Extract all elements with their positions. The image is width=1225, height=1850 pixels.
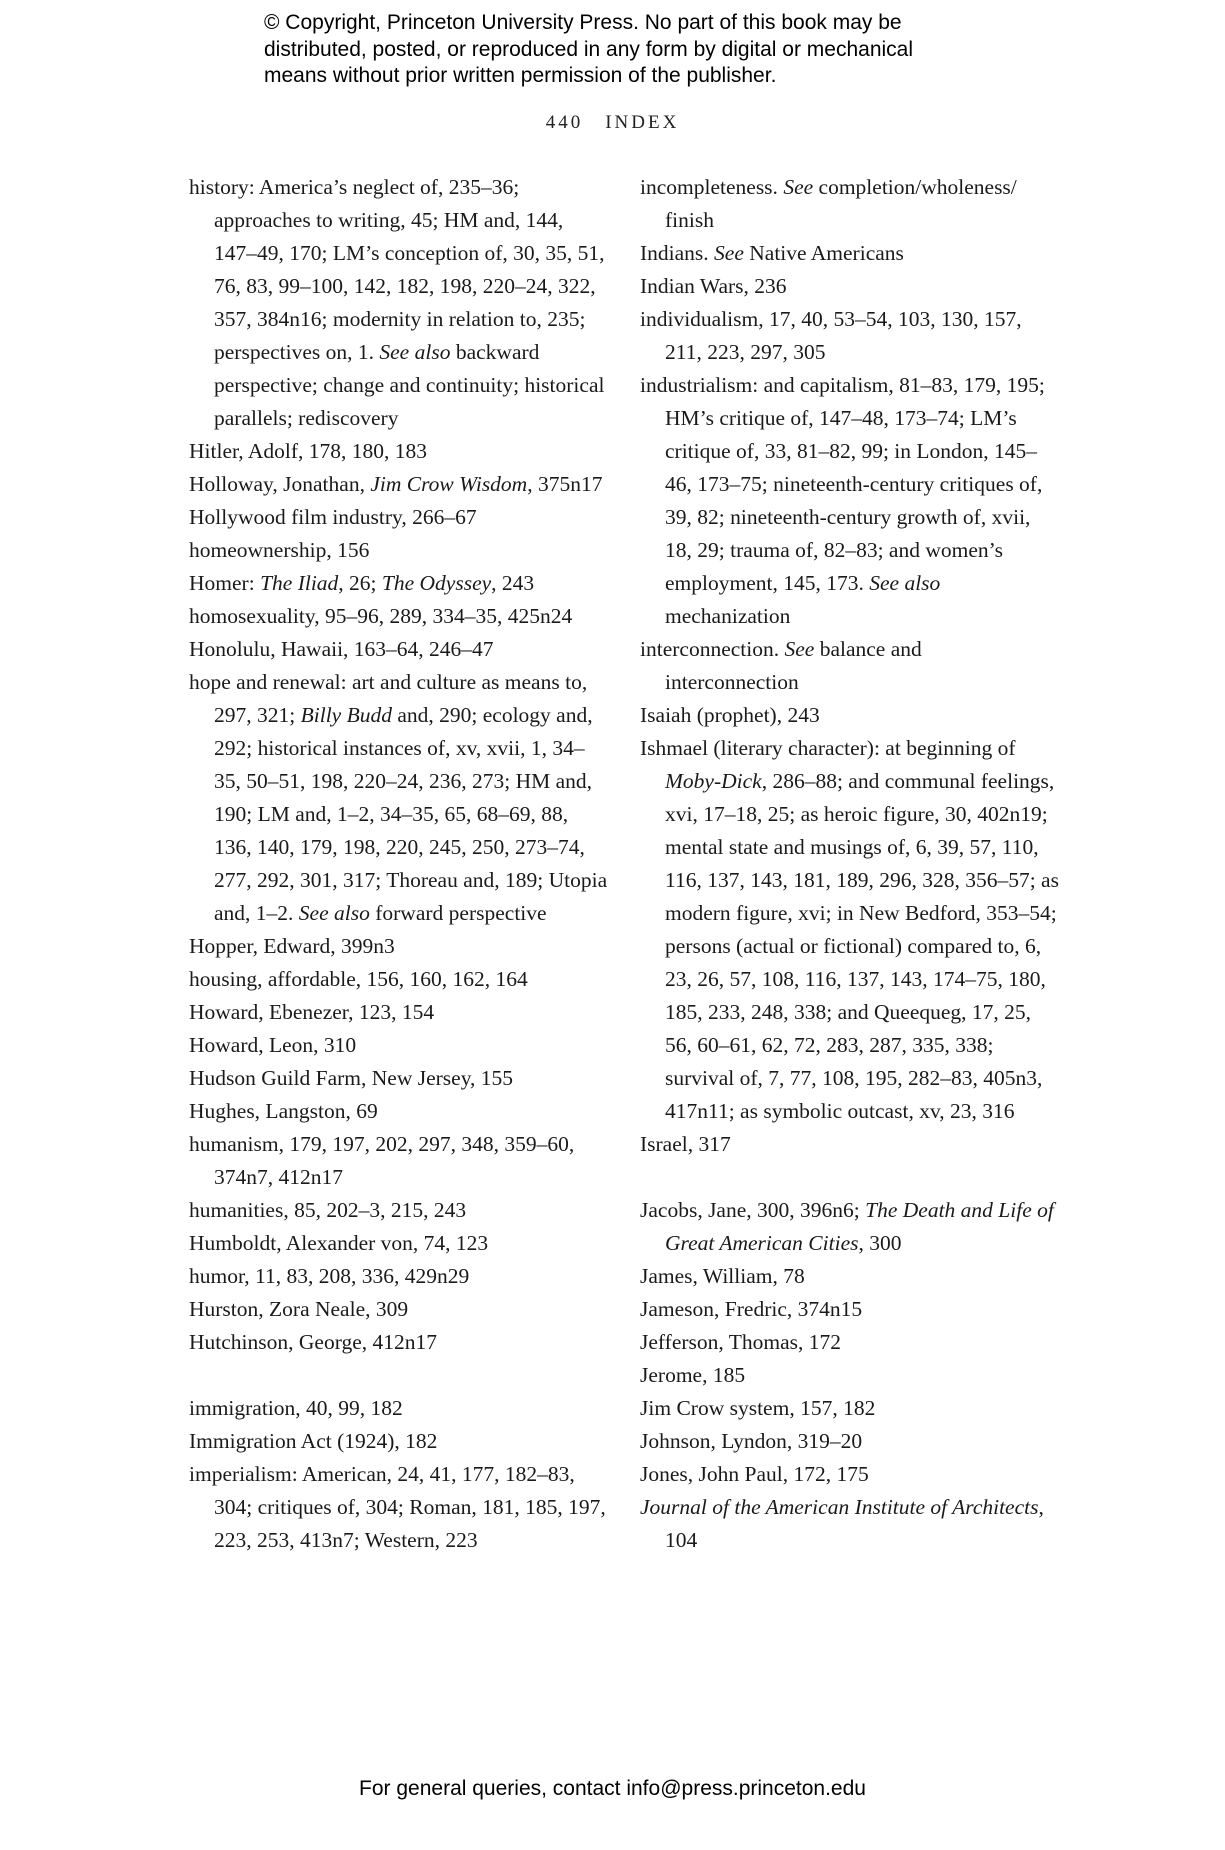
entry-text: balance and interconnection [665, 637, 922, 694]
index-entry [189, 534, 609, 567]
entry-text: Isaiah (prophet), 243 [640, 703, 820, 727]
index-entry [640, 1128, 1060, 1161]
index-entry [640, 1491, 1060, 1557]
index-entry [640, 1260, 1060, 1293]
index-entry [189, 930, 609, 963]
entry-text: Israel, 317 [640, 1132, 731, 1156]
running-title: INDEX [605, 112, 680, 133]
index-entry [189, 1260, 609, 1293]
entry-text: mechanization [665, 604, 791, 628]
entry-text: humanities, 85, 202–3, 215, 243 [189, 1198, 467, 1222]
entry-text: Howard, Leon, 310 [189, 1033, 357, 1057]
entry-text: Hopper, Edward, 399n3 [189, 934, 395, 958]
letter-gap [640, 1161, 1060, 1194]
letter-gap [189, 1359, 609, 1392]
index-column-left [189, 171, 609, 1557]
index-entry [189, 1458, 609, 1557]
index-entry [640, 1425, 1060, 1458]
index-entry [189, 633, 609, 666]
index-entry [640, 1458, 1060, 1491]
entry-text: Jones, John Paul, 172, 175 [640, 1462, 869, 1486]
index-entry [640, 633, 1060, 699]
entry-text: , 26; [338, 571, 382, 595]
entry-text: Hutchinson, George, 412n17 [189, 1330, 438, 1354]
entry-italic-text: See [783, 175, 814, 199]
copyright-line: means without prior written permission of the publisher. [264, 64, 777, 87]
copyright-notice [264, 10, 1024, 90]
entry-italic-text: See [784, 637, 815, 661]
index-entry [189, 963, 609, 996]
entry-italic-text: See also [869, 571, 941, 595]
entry-text: housing, affordable, 156, 160, 162, 164 [189, 967, 528, 991]
index-entry [189, 1425, 609, 1458]
index-entry [640, 1392, 1060, 1425]
entry-text: Homer: [189, 571, 261, 595]
entry-text: humanism, 179, 197, 202, 297, 348, 359–60, 374n7, 412n17 [189, 1132, 575, 1189]
entry-text: Honolulu, Hawaii, 163–64, 246–47 [189, 637, 494, 661]
entry-italic-text: Moby-Dick [665, 769, 762, 793]
copyright-line: © Copyright, Princeton University Press. No part of this book may be [264, 11, 902, 34]
index-entry [640, 303, 1060, 369]
entry-text: Holloway, Jonathan, [189, 472, 371, 496]
entry-text: Native Americans [743, 241, 904, 265]
entry-text: homosexuality, 95–96, 289, 334–35, 425n24 [189, 604, 573, 628]
entry-italic-text: Journal of the American Institute of Architects [640, 1495, 1039, 1519]
index-entry [189, 567, 609, 600]
entry-text: incompleteness. [640, 175, 784, 199]
entry-text: humor, 11, 83, 208, 336, 429n29 [189, 1264, 470, 1288]
entry-text: Jerome, 185 [640, 1363, 746, 1387]
index-entry [189, 1062, 609, 1095]
entry-text: backward perspective; change and continuity; historical parallels; rediscovery [214, 340, 605, 430]
index-entry [189, 600, 609, 633]
index-entry [640, 171, 1060, 237]
entry-text: homeownership, 156 [189, 538, 370, 562]
index-entry [640, 1194, 1060, 1260]
entry-text: immigration, 40, 99, 182 [189, 1396, 403, 1420]
index-entry [189, 1194, 609, 1227]
index-entry [640, 369, 1060, 633]
index-entry [640, 1359, 1060, 1392]
index-entry [189, 1029, 609, 1062]
entry-text: Hurston, Zora Neale, 309 [189, 1297, 409, 1321]
entry-text: Hollywood film industry, 266–67 [189, 505, 477, 529]
entry-text: Humboldt, Alexander von, 74, 123 [189, 1231, 489, 1255]
index-entry [189, 468, 609, 501]
entry-italic-text: Jim Crow Wisdom [370, 472, 528, 496]
index-entry [189, 1227, 609, 1260]
entry-italic-text: See also [379, 340, 451, 364]
index-entry [189, 666, 609, 930]
entry-text: , 243 [491, 571, 535, 595]
entry-text: Jacobs, Jane, 300, 396n6; [640, 1198, 866, 1222]
index-entry [189, 1128, 609, 1194]
entry-text: Howard, Ebenezer, 123, 154 [189, 1000, 435, 1024]
entry-text: Jim Crow system, 157, 182 [640, 1396, 876, 1420]
index-entry [189, 1095, 609, 1128]
index-entry [189, 435, 609, 468]
entry-italic-text: See also [298, 901, 370, 925]
entry-text: and, 290; ecology and, 292; historical instances of, xv, xvii, 1, 34–35, 50–51, 198, 220–24, 236, 273; HM and, 190; LM and, 1–2, 34–35, 65, 68–69, 88, 136, 140, 179, 198, 220, 245, 250, 273–74, 277, 292, 301, 317; Thoreau and, 189; Utopia and, 1–2. [214, 703, 608, 925]
entry-text: Jameson, Fredric, 374n15 [640, 1297, 863, 1321]
index-entry [189, 1326, 609, 1359]
index-entry [640, 270, 1060, 303]
index-entry [640, 732, 1060, 1128]
entry-text: Ishmael (literary character): at beginning of [640, 736, 1016, 760]
entry-italic-text: The Odyssey [381, 571, 492, 595]
entry-text: , 300 [858, 1231, 902, 1255]
entry-text: Hughes, Langston, 69 [189, 1099, 378, 1123]
entry-text: Hudson Guild Farm, New Jersey, 155 [189, 1066, 514, 1090]
index-column-right [640, 171, 1060, 1557]
entry-text: Jefferson, Thomas, 172 [640, 1330, 842, 1354]
index-entry [189, 1392, 609, 1425]
entry-italic-text: The Death and Life of Great American Cities [665, 1198, 1054, 1255]
entry-text: history: America’s neglect of, 235–36; approaches to writing, 45; HM and, 144, 147–49, 170; LM’s conception of, 30, 35, 51, 76, 83, 99–100, 142, 182, 198, 220–24, 322, 357, 384n16; modernity in relation to, 235; perspectives on, 1. [189, 175, 605, 364]
entry-text: Immigration Act (1924), 182 [189, 1429, 438, 1453]
entry-text: Johnson, Lyndon, 319–20 [640, 1429, 863, 1453]
entry-italic-text: See [714, 241, 744, 265]
entry-text: Indians. [640, 241, 715, 265]
entry-italic-text: The Iliad [260, 571, 339, 595]
index-entry [189, 1293, 609, 1326]
index-entry [640, 1293, 1060, 1326]
entry-text: James, William, 78 [640, 1264, 805, 1288]
entry-text: individualism, 17, 40, 53–54, 103, 130, 157, 211, 223, 297, 305 [640, 307, 1022, 364]
entry-text: , 375n17 [527, 472, 603, 496]
index-entry [189, 171, 609, 435]
running-head [0, 112, 1225, 134]
index-entry [640, 237, 1060, 270]
entry-italic-text: Billy Budd [300, 703, 392, 727]
index-entry [189, 996, 609, 1029]
entry-text: industrialism: and capitalism, 81–83, 179, 195; HM’s critique of, 147–48, 173–74; LM’s critique of, 33, 81–82, 99; in London, 145–46, 173–75; nineteenth-century critiques of, 39, 82; nineteenth-century growth of, xvii, 18, 29; trauma of, 82–83; and women’s employment, 145, 173. [640, 373, 1045, 595]
entry-text: hope and renewal: art and culture as means to, 297, 321; [189, 670, 588, 727]
entry-text: forward perspective [369, 901, 547, 925]
index-entry [640, 1326, 1060, 1359]
entry-text: interconnection. [640, 637, 785, 661]
entry-text: Hitler, Adolf, 178, 180, 183 [189, 439, 428, 463]
footer-contact: For general queries, contact info@press.princeton.edu [359, 1777, 866, 1800]
index-entry [189, 501, 609, 534]
entry-text: , 286–88; and communal feelings, xvi, 17–18, 25; as heroic figure, 30, 402n19; mental state and musings of, 6, 39, 57, 110, 116, 137, 143, 181, 189, 296, 328, 356–57; as modern figure, xvi; in New Bedford, 353–54; persons (actual or fictional) compared to, 6, 23, 26, 57, 108, 116, 137, 143, 174–75, 180, 185, 233, 248, 338; and Queequeg, 17, 25, 56, 60–61, 62, 72, 283, 287, 335, 338; survival of, 7, 77, 108, 195, 282–83, 405n3, 417n11; as symbolic outcast, xv, 23, 316 [665, 769, 1059, 1123]
entry-text: imperialism: American, 24, 41, 177, 182–83, 304; critiques of, 304; Roman, 181, 185, 197, 223, 253, 413n7; Western, 223 [189, 1462, 606, 1552]
entry-text: , 104 [665, 1495, 1044, 1552]
entry-text: completion/wholeness/ finish [665, 175, 1017, 232]
copyright-line: distributed, posted, or reproduced in any form by digital or mechanical [264, 37, 914, 61]
index-entry [640, 699, 1060, 732]
entry-text: Indian Wars, 236 [640, 274, 787, 298]
page-number: 440 [545, 112, 584, 133]
